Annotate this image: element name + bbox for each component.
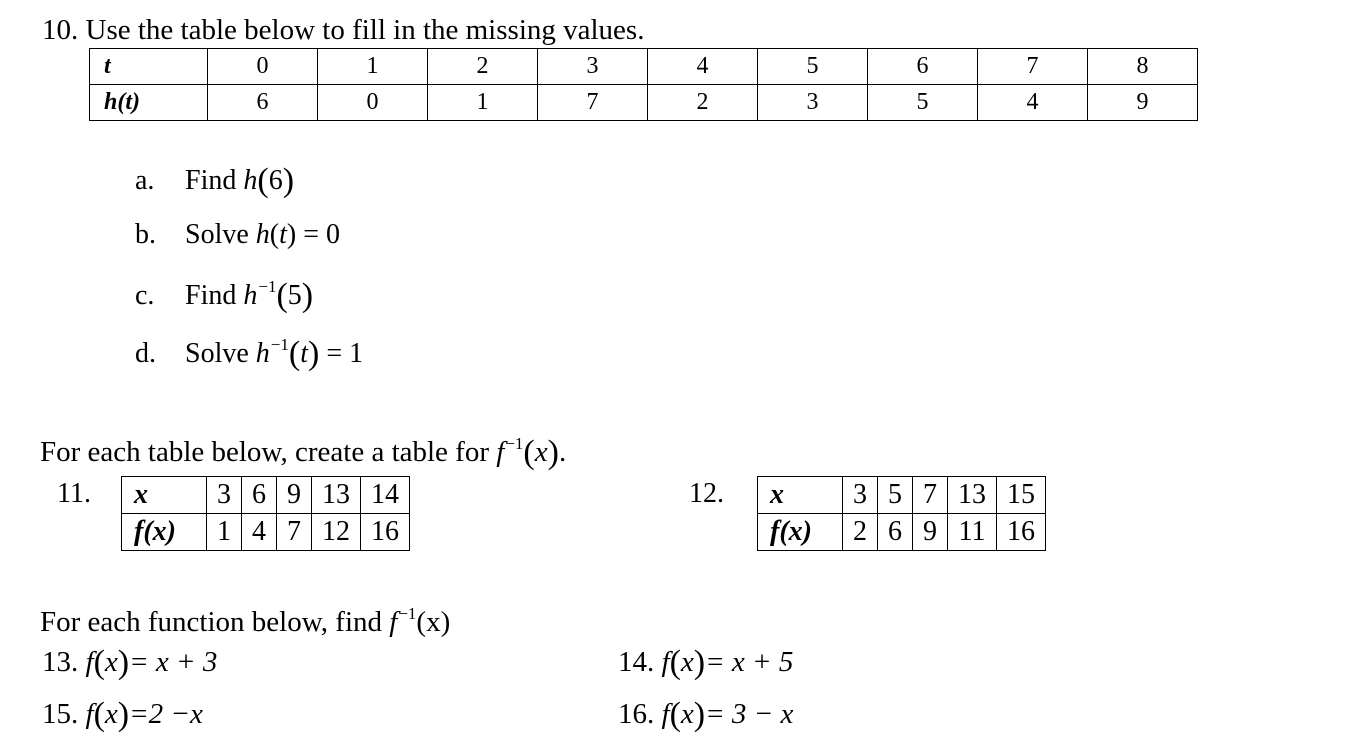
table-cell: 0 <box>208 49 318 85</box>
function-arg: x <box>680 646 694 678</box>
table-row-fx <box>758 514 1046 551</box>
row-label-t: t <box>90 49 208 85</box>
part-func: h <box>243 165 258 196</box>
table-cell: 4 <box>242 514 277 551</box>
problem-11-table <box>121 476 410 551</box>
function-rhs: = x + 3 <box>129 646 218 678</box>
part-verb: Find <box>185 280 237 311</box>
table-cell: 5 <box>878 477 913 514</box>
table-cell: 4 <box>648 49 758 85</box>
problem-12-number: 12. <box>689 478 724 509</box>
problem-10-title: 10. Use the table below to fill in the missing values. <box>42 14 645 46</box>
inverse-superscript: −1 <box>258 277 277 296</box>
part-arg: 5 <box>287 280 302 311</box>
table-cell: 6 <box>878 514 913 551</box>
row-label-h: h(t) <box>90 85 208 121</box>
part-label: c. <box>135 280 155 311</box>
part-d: d. Solve $h^{-1}(t) = 1$ <box>135 335 364 372</box>
table-cell: 7 <box>978 49 1088 85</box>
part-func: h <box>255 338 270 369</box>
table-cell: 3 <box>207 477 242 514</box>
function-rhs: = x + 5 <box>705 646 794 678</box>
table-cell: 9 <box>913 514 948 551</box>
problem-number: 15. <box>42 698 79 730</box>
part-verb: Solve <box>185 219 249 250</box>
part-func: h <box>255 219 270 250</box>
table-cell: 5 <box>758 49 868 85</box>
table-cell: 9 <box>277 477 312 514</box>
table-cell: 1 <box>207 514 242 551</box>
table-cell: 6 <box>242 477 277 514</box>
part-verb: Find <box>185 165 237 196</box>
table-row-x <box>122 477 410 514</box>
table-cell: 15 <box>997 477 1046 514</box>
heading-func: f <box>389 606 398 638</box>
row-label-fx: f(x) <box>122 514 207 551</box>
function-name: f <box>85 698 94 730</box>
inverse-superscript: −1 <box>398 604 417 623</box>
row-label-x: x <box>758 477 843 514</box>
heading-arg: (x) <box>416 606 451 638</box>
function-name: f <box>85 646 94 678</box>
part-label: b. <box>135 219 156 250</box>
part-rhs: = 0 <box>296 219 341 250</box>
problem-11-number: 11. <box>57 478 91 509</box>
tables-section-heading: For each table below, create a table for $f^{-1}(x)$. <box>40 434 567 471</box>
problem-12-table <box>757 476 1046 551</box>
functions-section-heading <box>40 596 450 640</box>
part-arg: t <box>279 219 287 250</box>
h-values-table <box>89 48 1198 121</box>
table-cell: 2 <box>648 85 758 121</box>
heading-func: f <box>496 436 505 468</box>
function-arg: x <box>680 698 694 730</box>
table-cell: 2 <box>843 514 878 551</box>
part-b: b. Solve h(t) = 0 <box>135 217 340 253</box>
table-cell: 9 <box>1088 85 1198 121</box>
table-row-t <box>90 49 1198 85</box>
problem-number: 14. <box>618 646 655 678</box>
problem-number: 13. <box>42 646 79 678</box>
table-cell: 3 <box>538 49 648 85</box>
inverse-superscript: −1 <box>270 335 289 354</box>
function-name: f <box>661 646 670 678</box>
part-label: a. <box>135 165 155 196</box>
part-label: d. <box>135 338 156 369</box>
table-cell: 7 <box>913 477 948 514</box>
table-cell: 14 <box>361 477 410 514</box>
problem-14: 14. f(x)= x + 5 <box>618 644 794 681</box>
function-rhs: =2 −x <box>129 698 203 730</box>
table-row-h <box>90 85 1198 121</box>
problem-13: 13. f(x)= x + 3 <box>42 644 218 681</box>
row-label-fx: f(x) <box>758 514 843 551</box>
part-a: a. Find h(6) <box>135 162 295 199</box>
table-cell: 2 <box>428 49 538 85</box>
table-cell: 7 <box>277 514 312 551</box>
function-rhs: = 3 − x <box>705 698 794 730</box>
table-cell: 13 <box>948 477 997 514</box>
table-cell: 1 <box>428 85 538 121</box>
heading-arg: x <box>534 436 548 468</box>
function-arg: x <box>104 698 118 730</box>
table-cell: 8 <box>1088 49 1198 85</box>
function-name: f <box>661 698 670 730</box>
table-cell: 16 <box>361 514 410 551</box>
table-cell: 11 <box>948 514 997 551</box>
function-arg: x <box>104 646 118 678</box>
heading-end: . <box>558 436 567 468</box>
table-cell: 6 <box>208 85 318 121</box>
part-func: h <box>243 280 258 311</box>
part-c: c. Find $h^{-1}(5)$ <box>135 277 314 314</box>
table-cell: 1 <box>318 49 428 85</box>
inverse-superscript: −1 <box>505 434 524 453</box>
table-cell: 3 <box>758 85 868 121</box>
table-cell: 0 <box>318 85 428 121</box>
table-cell: 13 <box>312 477 361 514</box>
table-cell: 3 <box>843 477 878 514</box>
heading-text: For each table below, create a table for <box>40 436 497 468</box>
problem-number: 16. <box>618 698 655 730</box>
part-arg: t <box>300 338 308 369</box>
table-row-fx <box>122 514 410 551</box>
part-arg: 6 <box>268 165 283 196</box>
problem-15: 15. f(x)=2 −x <box>42 696 203 733</box>
part-verb: Solve <box>185 338 249 369</box>
row-label-x: x <box>122 477 207 514</box>
table-cell: 12 <box>312 514 361 551</box>
table-cell: 7 <box>538 85 648 121</box>
table-cell: 6 <box>868 49 978 85</box>
table-cell: 16 <box>997 514 1046 551</box>
part-rhs: = 1 <box>319 338 364 369</box>
table-cell: 5 <box>868 85 978 121</box>
table-row-x <box>758 477 1046 514</box>
heading-text: For each function below, find <box>40 606 390 638</box>
problem-16: 16. f(x)= 3 − x <box>618 696 794 733</box>
table-cell: 4 <box>978 85 1088 121</box>
